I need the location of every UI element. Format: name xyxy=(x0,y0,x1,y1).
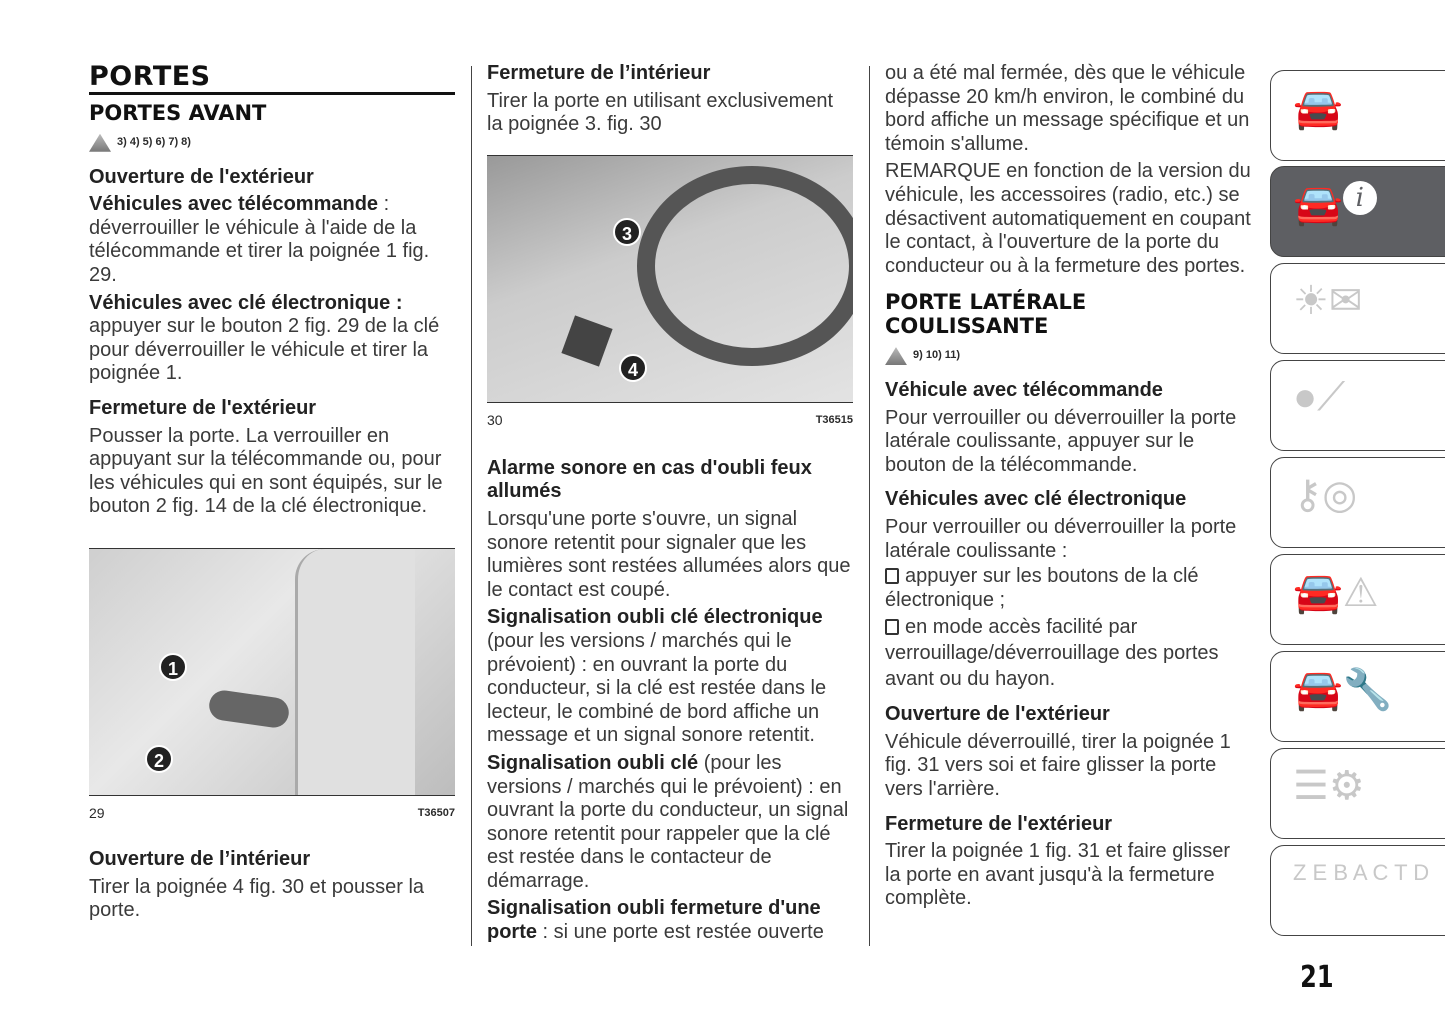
callout-1: 1 xyxy=(159,653,187,681)
paragraph: Lorsqu'une porte s'ouvre, un signal sonore retentit pour signaler que les lumières sont restées allumées alors que le contact est coupé. xyxy=(487,507,851,601)
page-number: 21 xyxy=(1300,960,1334,995)
heading: Ouverture de l’intérieur xyxy=(89,847,311,870)
paragraph: Tirer la poignée 1 fig. 31 et faire glisser la porte en avant jusqu'à la fermeture complète. xyxy=(885,840,1230,910)
key-steering-wheel-icon: ⚷◎ xyxy=(1293,473,1358,517)
alphabetical-index-icon: Z E B A C T D xyxy=(1293,860,1430,885)
car-maintenance-icon: 🚘🔧 xyxy=(1293,668,1393,712)
figure-caption xyxy=(89,804,455,822)
heading: Véhicule avec télécommande xyxy=(885,378,1163,401)
checkbox-bullet-icon xyxy=(885,619,899,635)
warning-references xyxy=(89,131,455,155)
warning-icon xyxy=(885,347,907,365)
warning-refs-text: 9) 10) 11) xyxy=(913,349,961,362)
bullet-item xyxy=(885,565,1251,612)
figure-code: T36515 xyxy=(815,413,853,426)
figure-30-image xyxy=(487,155,853,403)
text: (pour les versions / marchés qui le prévoient) : en ouvrant la porte du conducteur, si la clé est restée dans le lecteur, le combiné de bord affiche un message et un signal sonore retentit. xyxy=(487,629,827,747)
text: : si une porte est restée ouverte xyxy=(537,921,824,944)
section-title: PORTE LATÉRALE COULISSANTE xyxy=(885,290,1087,339)
column-divider xyxy=(869,66,870,946)
tab-maintenance[interactable] xyxy=(1270,651,1445,742)
figure-29-image xyxy=(89,548,455,796)
callout-4: 4 xyxy=(619,354,647,382)
callout-2: 2 xyxy=(145,745,173,773)
paragraph xyxy=(487,897,853,944)
paragraph: Pousser la porte. La verrouiller en appuyant sur la télécommande ou, pour les véhicules qui en sont équipés, sur le bouton 2 fig. 14 de la clé électronique. xyxy=(89,424,443,518)
car-emergency-icon: 🚘⚠ xyxy=(1293,571,1379,615)
text: : déverrouiller le véhicule à l'aide de la télécommande et tirer la poignée 1 fig. 29. xyxy=(89,193,430,286)
page-title: PORTES xyxy=(89,62,455,95)
bullet-item xyxy=(885,614,1251,692)
bold-term: Véhicules avec télécommande xyxy=(89,193,379,216)
paragraph: Véhicule déverrouillé, tirer la poignée 1 fig. 31 vers soi et faire glisser la porte vers l'arrière. xyxy=(885,730,1231,801)
checkbox-bullet-icon xyxy=(885,568,899,584)
paragraph: REMARQUE en fonction de la version du véhicule, les accessoires (radio, etc.) se désactivent automatiquement en coupant le contact, à l'ouverture de la porte du conducteur ou à la fermeture des portes. xyxy=(885,160,1251,277)
heading: Ouverture de l'extérieur xyxy=(89,165,314,188)
heading: Alarme sonore en cas d'oubli feux allumés xyxy=(487,456,812,503)
paragraph: Tirer la porte en utilisant exclusivement la poignée 3. fig. 30 xyxy=(487,89,834,136)
column-divider xyxy=(471,66,472,946)
paragraph xyxy=(89,292,455,386)
column-1 xyxy=(89,62,455,923)
bold-term: Signalisation oubli fermeture d'une porte xyxy=(487,897,821,944)
paragraph: Tirer la poignée 4 fig. 30 et pousser la porte. xyxy=(89,875,425,922)
tab-warning-lights[interactable] xyxy=(1270,263,1445,354)
text: appuyer sur les boutons de la clé électronique ; xyxy=(885,565,1199,611)
paragraph xyxy=(487,752,853,894)
tab-car-info[interactable] xyxy=(1270,166,1445,257)
car-info-icon: 🚘 i xyxy=(1293,183,1377,227)
text: appuyer sur le bouton 2 fig. 29 de la clé pour déverrouiller le véhicule et tirer la poignée 1. xyxy=(89,315,440,385)
heading: Fermeture de l’intérieur xyxy=(487,62,711,84)
heading: Ouverture de l'extérieur xyxy=(885,703,1110,726)
heading: Fermeture de l'extérieur xyxy=(89,396,317,419)
column-2 xyxy=(487,62,853,945)
section-title: PORTES AVANT xyxy=(89,101,267,125)
column-3 xyxy=(885,62,1251,911)
car-search-icon: 🚘 xyxy=(1293,87,1343,131)
figure-code: T36507 xyxy=(417,806,455,819)
bold-term: Signalisation oubli clé électronique xyxy=(487,606,823,629)
paragraph: Pour verrouiller ou déverrouiller la porte latérale coulissante : xyxy=(885,515,1237,562)
warning-light-message-icon: ☀✉ xyxy=(1293,279,1363,323)
tab-emergency[interactable] xyxy=(1270,554,1445,645)
paragraph: Pour verrouiller ou déverrouiller la porte latérale coulissante, appuyer sur le bouton de la télécommande. xyxy=(885,406,1237,476)
heading: Véhicules avec clé électronique xyxy=(885,488,1187,511)
figure-number: 30 xyxy=(487,411,503,428)
callout-3: 3 xyxy=(613,218,641,246)
heading: Fermeture de l'extérieur xyxy=(885,812,1113,835)
tab-starting-driving[interactable] xyxy=(1270,457,1445,548)
warning-refs-text: 3) 4) 5) 6) 7) 8) xyxy=(117,136,191,148)
bold-term: Véhicules avec clé électronique : xyxy=(89,291,403,314)
warning-references xyxy=(885,344,1251,368)
tab-car-search[interactable] xyxy=(1270,70,1445,161)
text: (pour les versions / marchés qui le prévoient) : en ouvrant la porte du conducteur, un signal sonore retentit pour rappeler que la clé est restée dans le contacteur de démarrage. xyxy=(487,751,849,892)
figure-number: 29 xyxy=(89,804,105,821)
tab-technical-data[interactable] xyxy=(1270,748,1445,839)
tab-index[interactable] xyxy=(1270,845,1445,936)
bold-term: Signalisation oubli clé xyxy=(487,751,699,774)
paragraph xyxy=(487,606,853,748)
specifications-gear-icon: ☰⚙ xyxy=(1293,764,1365,808)
text: en mode accès facilité par verrouillage/déverrouillage des portes avant ou du hayon. xyxy=(885,616,1219,691)
airbag-seatbelt-icon: ●⟋ xyxy=(1293,375,1346,419)
warning-icon xyxy=(89,134,111,152)
figure-caption xyxy=(487,411,853,429)
paragraph: ou a été mal fermée, dès que le véhicule dépasse 20 km/h environ, le combiné du bord affiche un message spécifique et un témoin s'allume. xyxy=(885,62,1250,155)
tab-safety[interactable] xyxy=(1270,360,1445,451)
paragraph xyxy=(89,193,455,287)
